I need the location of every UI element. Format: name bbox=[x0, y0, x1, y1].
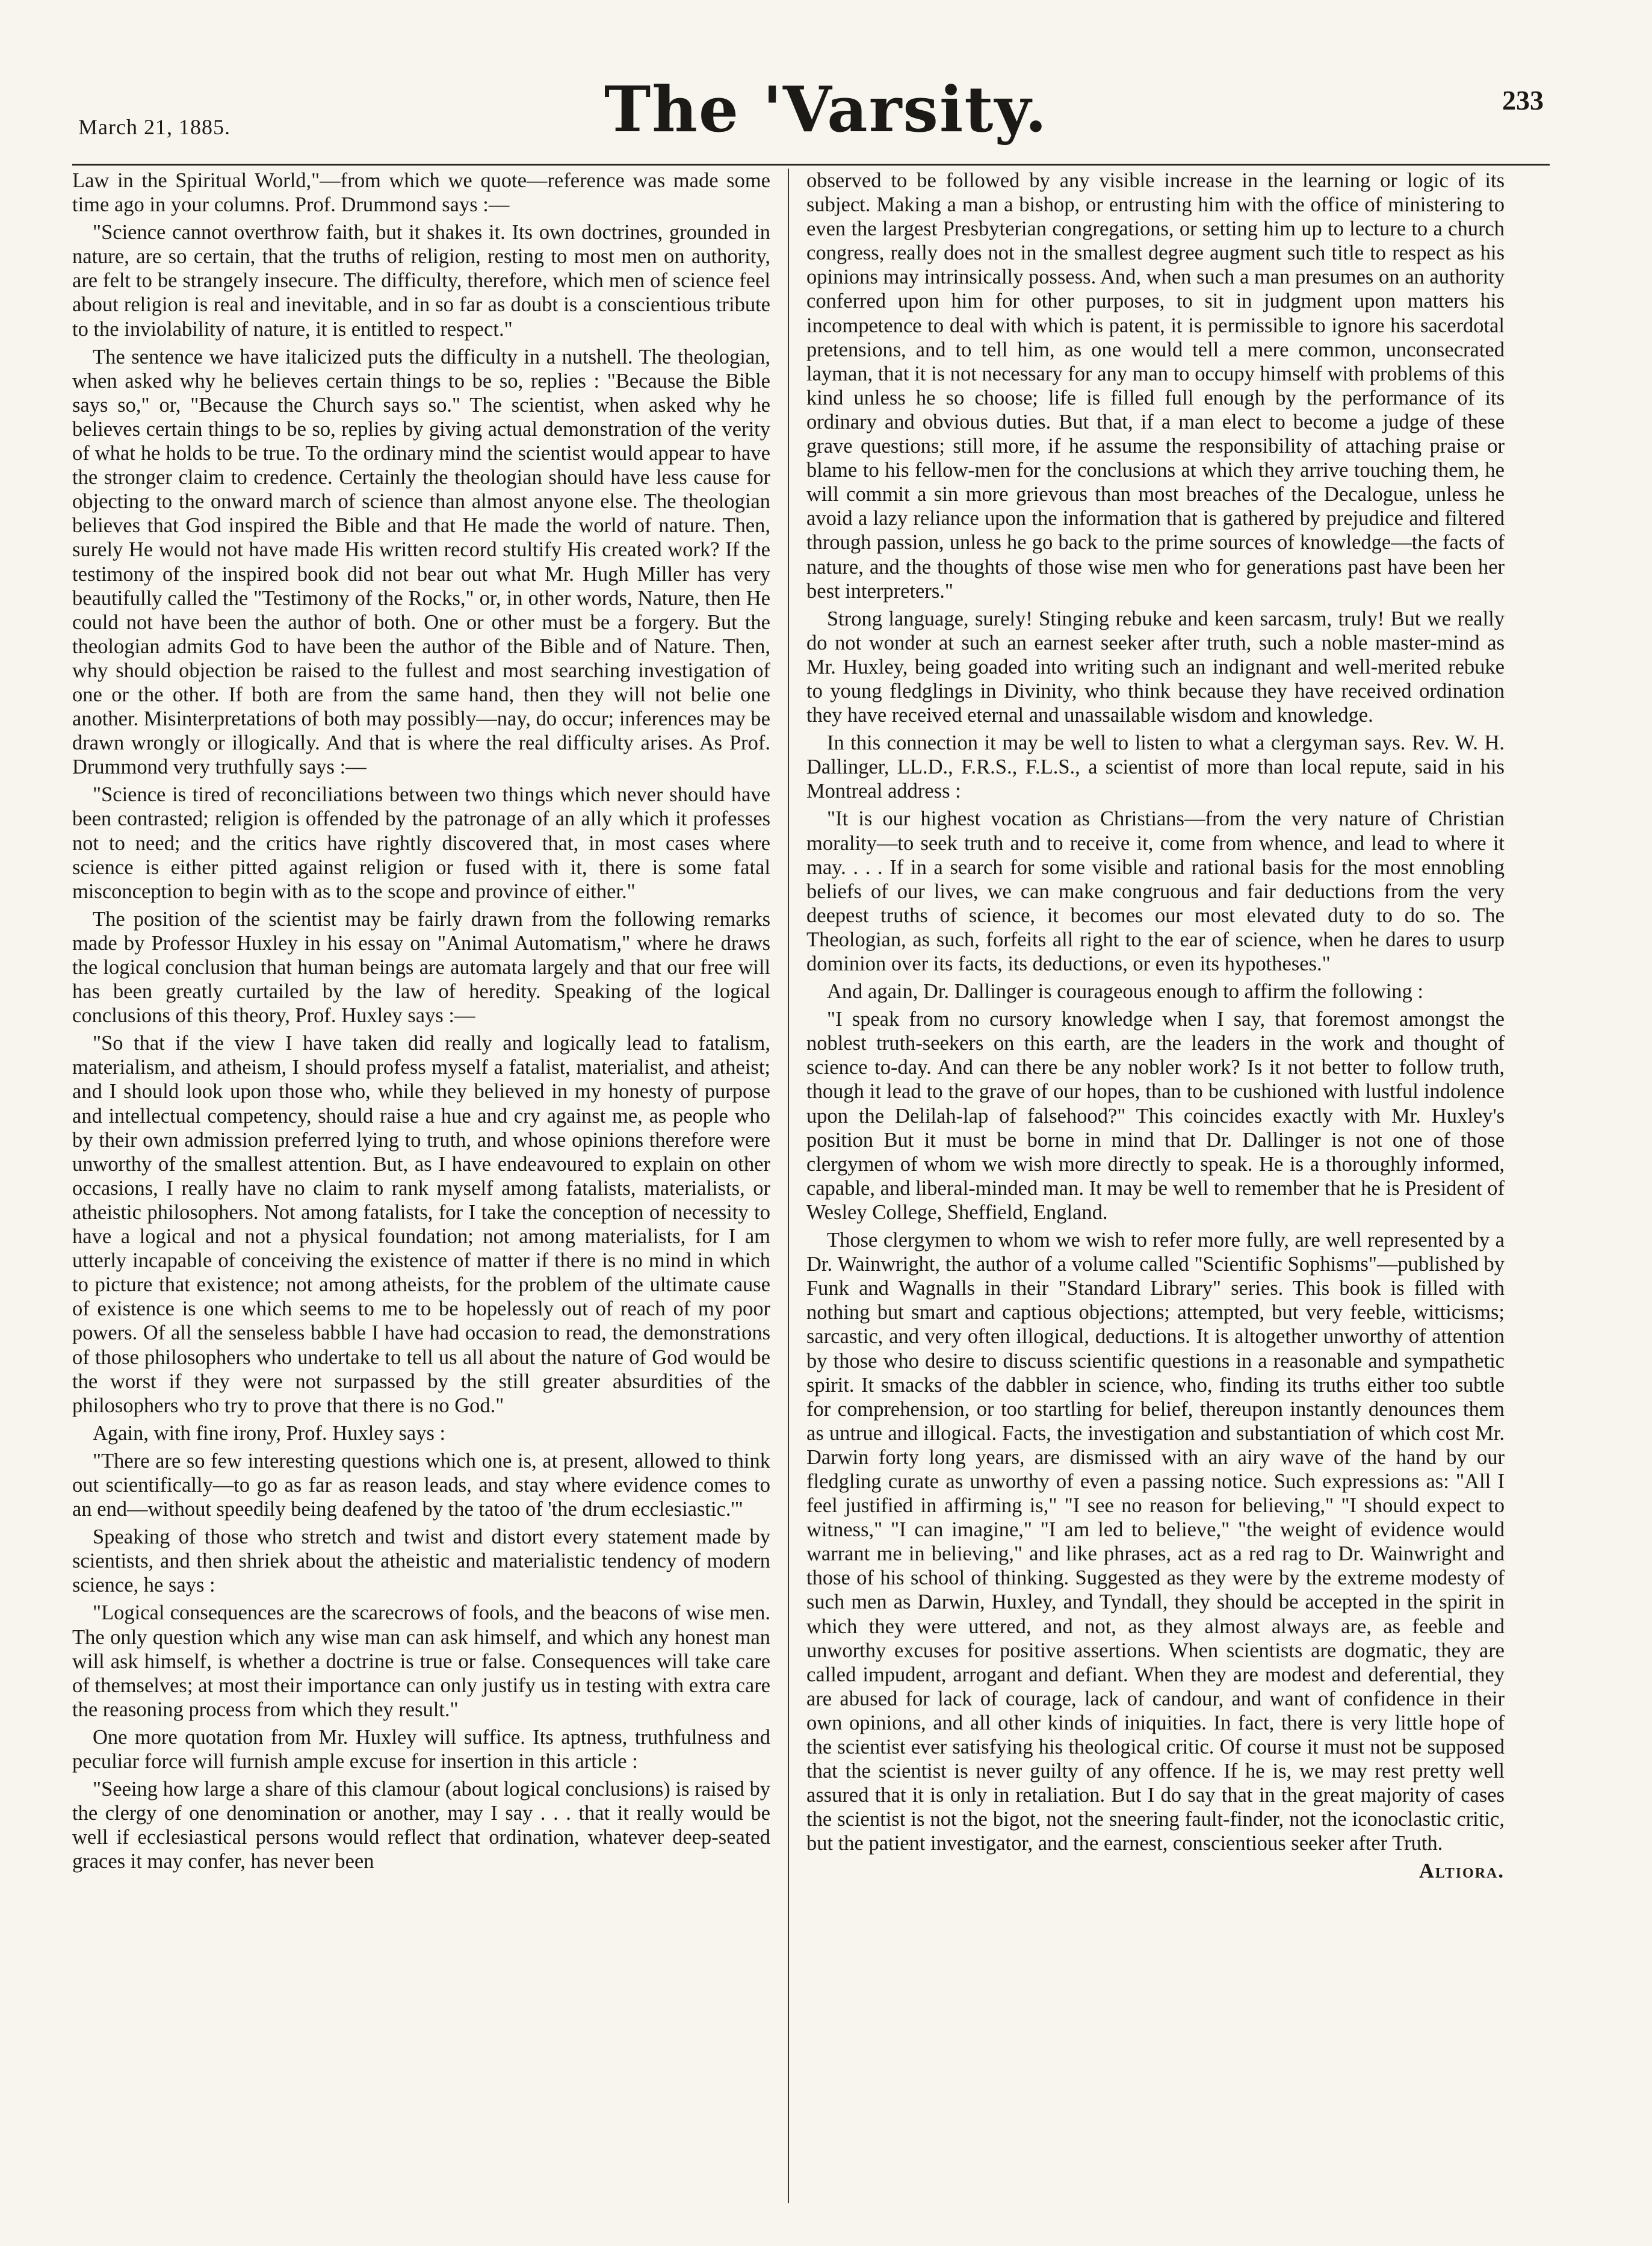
issue-date: March 21, 1885. bbox=[78, 115, 230, 139]
author-signature: Altiora. bbox=[1418, 1860, 1505, 1883]
paragraph: Again, with fine irony, Prof. Huxley says : bbox=[93, 1421, 446, 1445]
paragraph: The position of the scientist may be fairly drawn from the following remarks made by Professor Huxley in his essay on "Animal Automatism," where he draws the logical conclusion that human beings are automata largely and that our free will has been greatly curtailed by the law of heredity. Speaking of the logical conclusions of this theory, Prof. Huxley says :— bbox=[72, 907, 770, 1028]
paragraph: Strong language, surely! Stinging rebuke and keen sarcasm, truly! But we really do not wonder at such an earnest seeker after truth, such a noble master-mind as Mr. Huxley, being goaded into writing such an indignant and well-merited rebuke to young fledglings in Divinity, who think because they have received ordination they have received eternal and unassailable wisdom and knowledge. bbox=[806, 607, 1505, 727]
paragraph: In this connection it may be well to listen to what a clergyman says. Rev. W. H. Dallinger, LL.D., F.R.S., F.L.S., a scientist of more than local repute, said in his Montreal address : bbox=[806, 731, 1505, 803]
publication-title: The 'Varsity. bbox=[604, 72, 1048, 146]
page-number: 233 bbox=[1502, 85, 1544, 116]
paragraph: Speaking of those who stretch and twist and distort every statement made by scientists, and then shriek about the atheistic and materialistic tendency of modern science, he says : bbox=[72, 1525, 770, 1597]
right-column bbox=[806, 169, 1505, 2203]
paragraph: The sentence we have italicized puts the difficulty in a nutshell. The theologian, when asked why he believes certain things to be so, replies : "Because the Bible says so," or, "Because the Church says so." The scientist, when asked why he believes certain things to be so, replies by giving actual demonstration of the verity of what he holds to be true. To the ordinary mind the scientist would appear to have the stronger claim to credence. Certainly the theologian should have less cause for objecting to the onward march of science than almost anyone else. The theologian believes that God inspired the Bible and that He made the world of nature. Then, surely He would not have made His written record stultify His created work? If the testimony of the inspired book did not bear out what Mr. Hugh Miller has very beautifully called the "Testimony of the Rocks," or, in other words, Nature, then He could not have been the author of both. One or other must be a forgery. But the theologian admits God to have been the author of the Bible and of Nature. Then, why should objection be raised to the fullest and most searching investigation of one or the other. If both are from the same hand, then they will not belie one another. Misinterpretations of both may possibly—nay, do occur; inferences may be drawn wrongly or illogically. And that is where the real difficulty arises. As Prof. Drummond very truthfully says :— bbox=[72, 345, 770, 779]
masthead-rule bbox=[72, 164, 1550, 166]
left-column bbox=[72, 169, 770, 2203]
column-divider bbox=[788, 169, 789, 2203]
quotation: "Logical consequences are the scarecrows of fools, and the beacons of wise men. The only question which any wise man can ask himself, and which any honest man will ask himself, is whether a doctrine is true or false. Consequences will take care of themselves; at most their importance can only justify us in testing with extra care the reasoning process from which they result." bbox=[72, 1601, 770, 1721]
paragraph: Law in the Spiritual World,"—from which we quote—reference was made some time ago in your columns. Prof. Drummond says :— bbox=[72, 169, 770, 217]
quotation: "Seeing how large a share of this clamour (about logical conclusions) is raised by the clergy of one denomination or another, may I say . . . that it really would be well if ecclesiastical persons would reflect that ordination, whatever deep-seated graces it may confer, has never been bbox=[72, 1778, 770, 1873]
quotation: "It is our highest vocation as Christians—from the very nature of Christian morality—to seek truth and to receive it, come from whence, and lead to where it may. . . . If in a search for some visible and rational basis for the most ennobling beliefs of our lives, we can make congruous and fair deductions from the very deepest truths of science, it becomes our most elevated duty to do so. The Theologian, as such, forfeits all right to the ear of science, when he dares to usurp dominion over its facts, its deductions, or even its hypotheses." bbox=[806, 807, 1505, 975]
quotation: "There are so few interesting questions which one is, at present, allowed to think out scientifically—to go as far as reason leads, and stay where evidence comes to an end—without speedily being deafened by the tatoo of 'the drum ecclesiastic.'" bbox=[72, 1449, 770, 1521]
quotation: "Science cannot overthrow faith, but it shakes it. Its own doctrines, grounded in nature, are so certain, that the truths of religion, resting to most men on authority, are felt to be strangely insecure. The difficulty, therefore, which men of science feel about religion is real and inevitable, and in so far as doubt is a conscientious tribute to the inviolability of nature, it is entitled to respect." bbox=[72, 221, 770, 341]
quotation: "So that if the view I have taken did really and logically lead to fatalism, materialism, and atheism, I should profess myself a fatalist, materialist, and atheist; and I should look upon those who, while they believed in my honesty of purpose and intellectual competency, should raise a hue and cry against me, as people who by their own admission preferred lying to truth, and whose opinions therefore were unworthy of the smallest attention. But, as I have endeavoured to explain on other occasions, I really have no claim to rank myself among fatalists, materialists, or atheistic philosophers. Not among fatalists, for I take the conception of necessity to have a logical and not a physical foundation; not among materialists, for I am utterly incapable of conceiving the existence of matter if there is no mind in which to picture that existence; not among atheists, for the problem of the ultimate cause of existence is one which seems to me to be hopelessly out of reach of my poor powers. Of all the senseless babble I have had occasion to read, the demonstrations of those philosophers who undertake to tell us all about the nature of God would be the worst if they were not surpassed by the still greater absurdities of the philosophers who try to prove that there is no God." bbox=[72, 1032, 770, 1417]
paragraph: Those clergymen to whom we wish to refer more fully, are well represented by a Dr. Wainwright, the author of a volume called "Scientific Sophisms"—published by Funk and Wagnalls in their "Standard Library" series. This book is filled with nothing but smart and captious objections; attempted, but very feeble, witticisms; sarcastic, and very often illogical, deductions. It is altogether unworthy of attention by those who desire to discuss scientific questions in a reasonable and sympathetic spirit. It smacks of the dabbler in science, who, finding its truths either too subtle for comprehension, or too startling for belief, thereupon instantly denounces them as untrue and illogical. Facts, the investigation and substantiation of which cost Mr. Darwin forty long years, are dismissed with an airy wave of the hand by our fledgling curate as unworthy of even a passing notice. Such expressions as: "All I feel justified in affirming is," "I see no reason for believing," "I should expect to witness," "I can imagine," "I am led to believe," "the weight of evidence would warrant me in believing," and like phrases, act as a red rag to Dr. Wainwright and those of his school of thinking. Suggested as they were by the extreme modesty of such men as Darwin, Huxley, and Tyndall, they should be accepted in the spirit in which they were uttered, and not, as they almost always are, as feeble and unworthy excuses for positive assertions. When scientists are dogmatic, they are called impudent, arrogant and defiant. When they are modest and deferential, they are abused for lack of courage, lack of candour, and want of confidence in their own opinions, and all other kinds of iniquities. In fact, there is very little hope of the scientist ever satisfying his theological critic. Of course it must not be supposed that the scientist is never guilty of any offence. If he is, we may rest pretty well assured that it is only in retaliation. But I do say that in the great majority of cases the scientist is not the bigot, not the sneering fault-finder, not the iconoclastic critic, but the patient investigator, and the earnest, conscientious seeker after Truth. bbox=[806, 1229, 1505, 1855]
quotation-continued: observed to be followed by any visible increase in the learning or logic of its subject. Making a man a bishop, or entrusting him with the office of ministering to even the largest Presbyterian congregations, or setting him up to lecture to a church congress, really does not in the smallest degree augment such title to respect as his opinions may intrinsically possess. And, when such a man presumes on an authority conferred upon him for other purposes, to sit in judgment upon matters his incompetence to deal with which is patent, it is permissible to ignore his sacerdotal pretensions, and to tell him, as one would tell a mere common, unconsecrated layman, that it is not necessary for any man to occupy himself with problems of this kind unless he so choose; life is filled full enough by the performance of its ordinary and obvious duties. But that, if a man elect to become a judge of these grave questions; still more, if he assume the responsibility of attaching praise or blame to his fellow-men for the conclusions at which they arrive touching them, he will commit a sin more grievous than most breaches of the Decalogue, unless he avoid a lazy reliance upon the information that is gathered by prejudice and filtered through passion, unless he go back to the prime sources of knowledge—the facts of nature, and the thoughts of those wise men who for generations past have been her best interpreters." bbox=[806, 169, 1505, 603]
paragraph: And again, Dr. Dallinger is courageous enough to affirm the following : bbox=[827, 980, 1424, 1004]
quotation: "I speak from no cursory knowledge when I say, that foremost amongst the noblest truth-seekers on this earth, are the leaders in the work and thought of science to-day. And can there be any nobler work? Is it not better to follow truth, though it lead to the grave of our hopes, than to be cushioned with lustful indolence upon the Delilah-lap of falsehood?" This coincides exactly with Mr. Huxley's position But it must be borne in mind that Dr. Dallinger is not one of those clergymen of whom we wish more directly to speak. He is a thoroughly informed, capable, and liberal-minded man. It may be well to remember that he is President of Wesley College, Sheffield, England. bbox=[806, 1008, 1505, 1224]
masthead bbox=[0, 72, 1652, 163]
paragraph: One more quotation from Mr. Huxley will suffice. Its aptness, truthfulness and peculiar force will furnish ample excuse for insertion in this article : bbox=[72, 1725, 770, 1773]
quotation: "Science is tired of reconciliations between two things which never should have been contrasted; religion is offended by the patronage of an ally which it professes not to need; and the critics have rightly discovered that, in most cases where science is either pitted against religion or fused with it, there is some fatal misconception to begin with as to the scope and province of either." bbox=[72, 783, 770, 903]
